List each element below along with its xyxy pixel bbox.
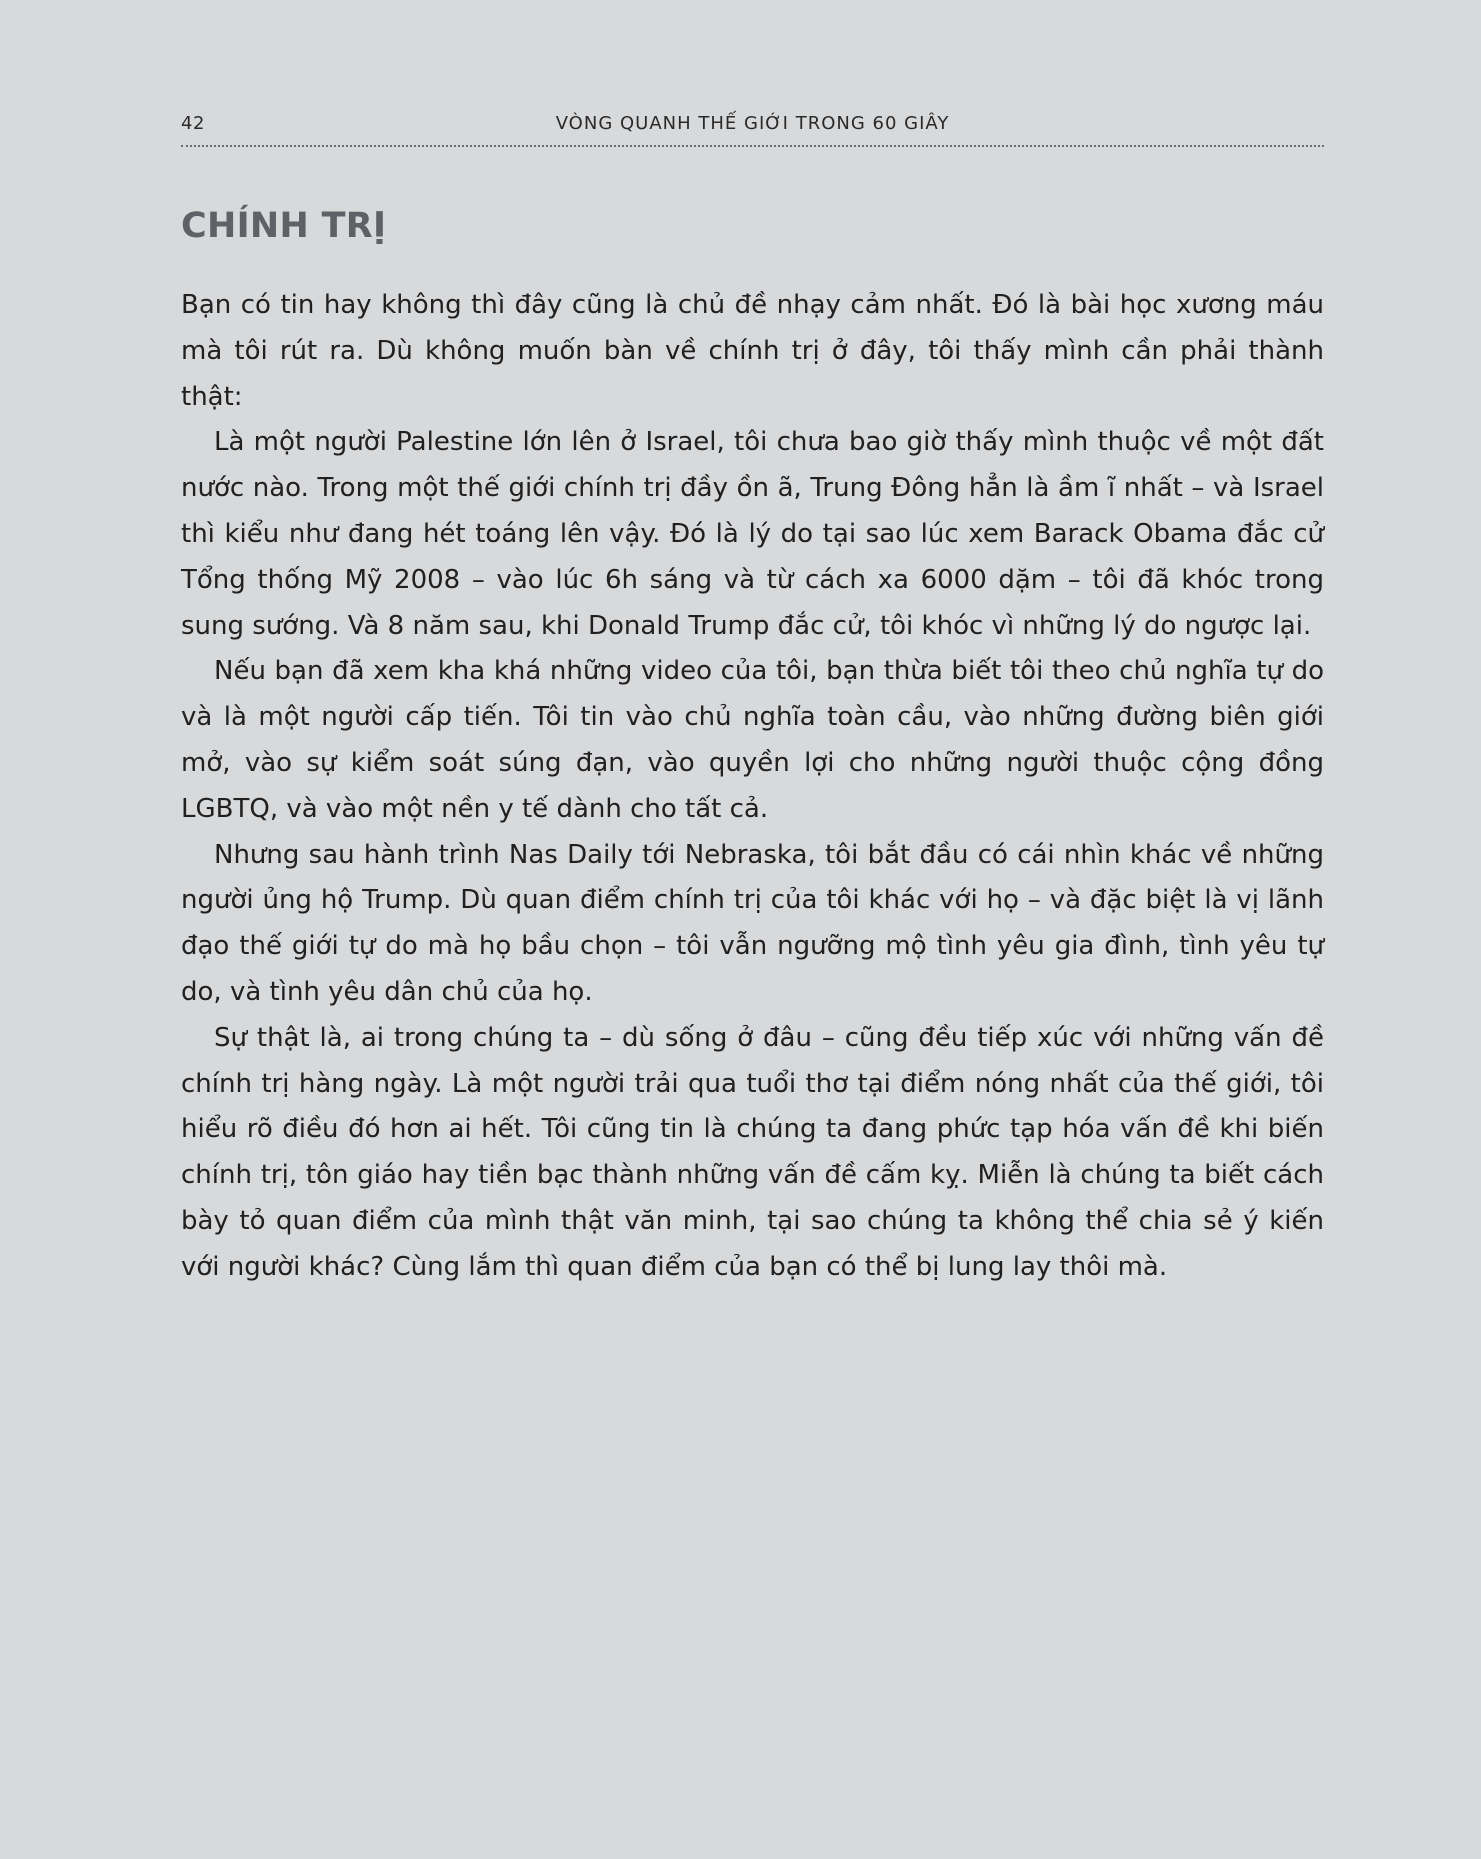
header-divider xyxy=(181,145,1324,147)
body-text xyxy=(181,283,1324,1291)
paragraph: Nhưng sau hành trình Nas Daily tới Nebraska, tôi bắt đầu có cái nhìn khác về những người ủng hộ Trump. Dù quan điểm chính trị của tôi khác với họ – và đặc biệt là vị lãnh đạo thế giới tự do mà họ bầu chọn – tôi vẫn ngưỡng mộ tình yêu gia đình, tình yêu tự do, và tình yêu dân chủ của họ. xyxy=(181,839,1324,1007)
section-title: CHÍNH TRỊ xyxy=(181,206,387,246)
paragraph: Sự thật là, ai trong chúng ta – dù sống ở đâu – cũng đều tiếp xúc với những vấn đề chính trị hàng ngày. Là một người trải qua tuổi thơ tại điểm nóng nhất của thế giới, tôi hiểu rõ điều đó hơn ai hết. Tôi cũng tin là chúng ta đang phức tạp hóa vấn đề khi biến chính trị, tôn giáo hay tiền bạc thành những vấn đề cấm kỵ. Miễn là chúng ta biết cách bày tỏ quan điểm của mình thật văn minh, tại sao chúng ta không thể chia sẻ ý kiến với người khác? Cùng lắm thì quan điểm của bạn có thể bị lung lay thôi mà. xyxy=(181,1022,1324,1282)
paragraph: Nếu bạn đã xem kha khá những video của tôi, bạn thừa biết tôi theo chủ nghĩa tự do và là một người cấp tiến. Tôi tin vào chủ nghĩa toàn cầu, vào những đường biên giới mở, vào sự kiểm soát súng đạn, vào quyền lợi cho những người thuộc cộng đồng LGBTQ, và vào một nền y tế dành cho tất cả. xyxy=(181,656,1324,824)
running-header xyxy=(181,110,1324,140)
book-title: VÒNG QUANH THẾ GIỚI TRONG 60 GIÂY xyxy=(555,113,950,134)
paragraph: Là một người Palestine lớn lên ở Israel, tôi chưa bao giờ thấy mình thuộc về một đất nước nào. Trong một thế giới chính trị đầy ồn ã, Trung Đông hẳn là ầm ĩ nhất – và Israel thì kiểu như đang hét toáng lên vậy. Đó là lý do tại sao lúc xem Barack Obama đắc cử Tổng thống Mỹ 2008 – vào lúc 6h sáng và từ cách xa 6000 dặm – tôi đã khóc trong sung sướng. Và 8 năm sau, khi Donald Trump đắc cử, tôi khóc vì những lý do ngược lại. xyxy=(181,427,1324,641)
page-number: 42 xyxy=(181,113,205,134)
paragraph: Bạn có tin hay không thì đây cũng là chủ đề nhạy cảm nhất. Đó là bài học xương máu mà tôi rút ra. Dù không muốn bàn về chính trị ở đây, tôi thấy mình cần phải thành thật: xyxy=(181,290,1324,412)
